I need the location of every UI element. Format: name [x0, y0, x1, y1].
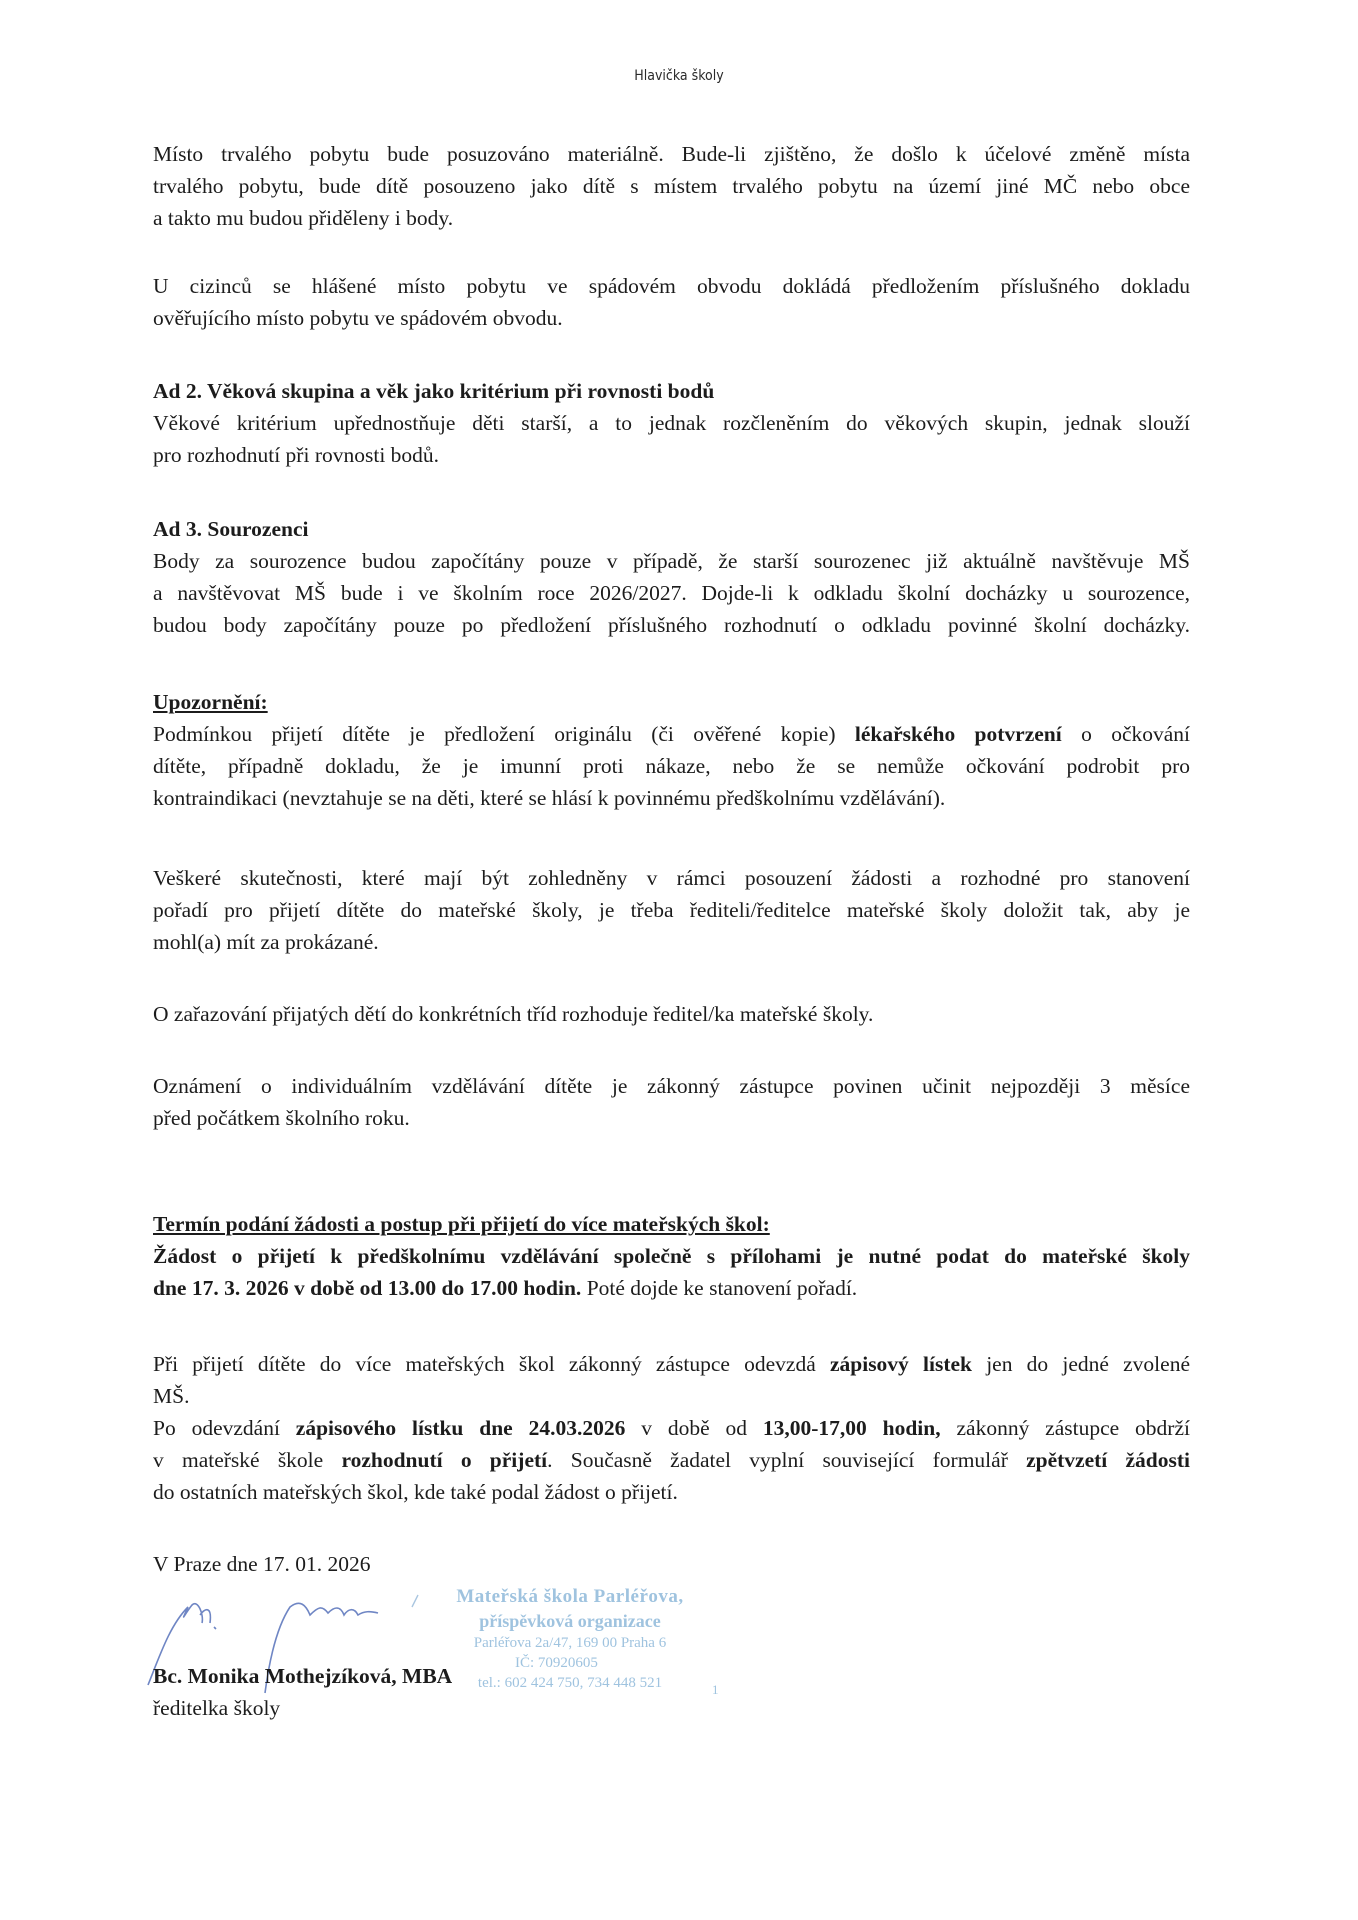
text-line: Při přijetí dítěte do více mateřských škol zákonný zástupce odevzdá zápisový lístek jen do jedné zvolené — [153, 1352, 1190, 1376]
text-line: pro rozhodnutí při rovnosti bodů. — [153, 443, 440, 467]
section-heading: Ad 2. Věková skupina a věk jako kritérium při rovnosti bodů — [153, 379, 715, 403]
text-line: Žádost o přijetí k předškolnímu vzdělávání společně s přílohami je nutné podat do mateřské školy — [153, 1244, 1190, 1268]
text-line: v mateřské škole rozhodnutí o přijetí. Současně žadatel vyplní související formulář zpětvzetí žádosti — [153, 1448, 1190, 1472]
text-line: ověřujícího místo pobytu ve spádovém obvodu. — [153, 306, 563, 330]
section-ad2 — [153, 375, 1190, 471]
text-line: Věkové kritérium upřednostňuje děti starší, a to jednak rozčleněním do věkových skupin, jednak slouží — [153, 411, 1190, 435]
text-line: dítěte, případně dokladu, že je imunní proti nákaze, nebo že se nemůže očkování podrobit pro — [153, 754, 1190, 778]
section-heading: Termín podání žádosti a postup při přijetí do více mateřských škol: — [153, 1212, 770, 1236]
text-line: budou body započítány pouze po předložení příslušného rozhodnutí o odkladu povinné školní docházky. — [153, 613, 1190, 637]
text-line: Oznámení o individuálním vzdělávání dítěte je zákonný zástupce povinen učinit nejpozději 3 měsíce — [153, 1074, 1190, 1098]
stamp-number: 1 — [712, 1682, 719, 1697]
text-line: a navštěvovat MŠ bude i ve školním roce 2026/2027. Dojde-li k odkladu školní docházky u sourozence, — [153, 581, 1190, 605]
text-line: do ostatních mateřských škol, kde také podal žádost o přijetí. — [153, 1480, 678, 1504]
text-line: kontraindikaci (nevztahuje se na děti, které se hlásí k povinnému předškolnímu vzdělávání). — [153, 786, 946, 810]
place-date: V Praze dne 17. 01. 2026 — [153, 1552, 371, 1576]
text-line: U cizinců se hlášené místo pobytu ve spádovém obvodu dokládá předložením příslušného dokladu — [153, 274, 1190, 298]
text-line: MŠ. — [153, 1384, 190, 1408]
signatory-role: ředitelka školy — [153, 1696, 281, 1720]
text-line: před počátkem školního roku. — [153, 1106, 410, 1130]
text-line: trvalého pobytu, bude dítě posouzeno jako dítě s místem trvalého pobytu na území jiné MČ nebo obce — [153, 174, 1190, 198]
paragraph-individual — [153, 1070, 1190, 1134]
section-deadline — [153, 1208, 1190, 1304]
text-line: mohl(a) mít za prokázané. — [153, 930, 379, 954]
text-line: Veškeré skutečnosti, které mají být zohledněny v rámci posouzení žádosti a rozhodné pro stanovení — [153, 866, 1190, 890]
paragraph-residence — [153, 138, 1190, 234]
paragraph-facts — [153, 862, 1190, 958]
text-line: dne 17. 3. 2026 v době od 13.00 do 17.00 hodin. Poté dojde ke stanovení pořadí. — [153, 1276, 858, 1300]
paragraph-multiple-schools — [153, 1348, 1190, 1508]
text-line: Místo trvalého pobytu bude posuzováno materiálně. Bude-li zjištěno, že došlo k účelové změně místa — [153, 142, 1190, 166]
section-heading: Upozornění: — [153, 690, 268, 714]
section-ad3 — [153, 513, 1190, 641]
paragraph-foreigners — [153, 270, 1190, 334]
paragraph-classes — [153, 998, 1190, 1030]
section-heading: Ad 3. Sourozenci — [153, 517, 309, 541]
text-line: a takto mu budou přiděleny i body. — [153, 206, 454, 230]
text-line: Body za sourozence budou započítány pouze v případě, že starší sourozenec již aktuálně navštěvuje MŠ — [153, 549, 1190, 573]
signatory-name: Bc. Monika Mothejzíková, MBA — [153, 1664, 453, 1688]
text-line: Podmínkou přijetí dítěte je předložení originálu (či ověřené kopie) lékařského potvrzení o očkování — [153, 722, 1190, 746]
text-line: Po odevzdání zápisového lístku dne 24.03.2026 v době od 13,00-17,00 hodin, zákonný zástupce obdrží — [153, 1416, 1190, 1440]
school-letterhead: Hlavička školy — [634, 68, 724, 84]
text-line: pořadí pro přijetí dítěte do mateřské školy, je třeba řediteli/ředitelce mateřské školy doložit tak, aby je — [153, 898, 1190, 922]
text-line: O zařazování přijatých dětí do konkrétních tříd rozhoduje ředitel/ka mateřské školy. — [153, 1002, 874, 1026]
school-stamp: Mateřská škola Parléřova, příspěvková organizace Parléřova 2a/47, 169 00 Praha 6 IČ: 70920605 tel.: 602 424 750, 734 448 521 — [456, 1586, 684, 1691]
section-notice — [153, 686, 1190, 814]
